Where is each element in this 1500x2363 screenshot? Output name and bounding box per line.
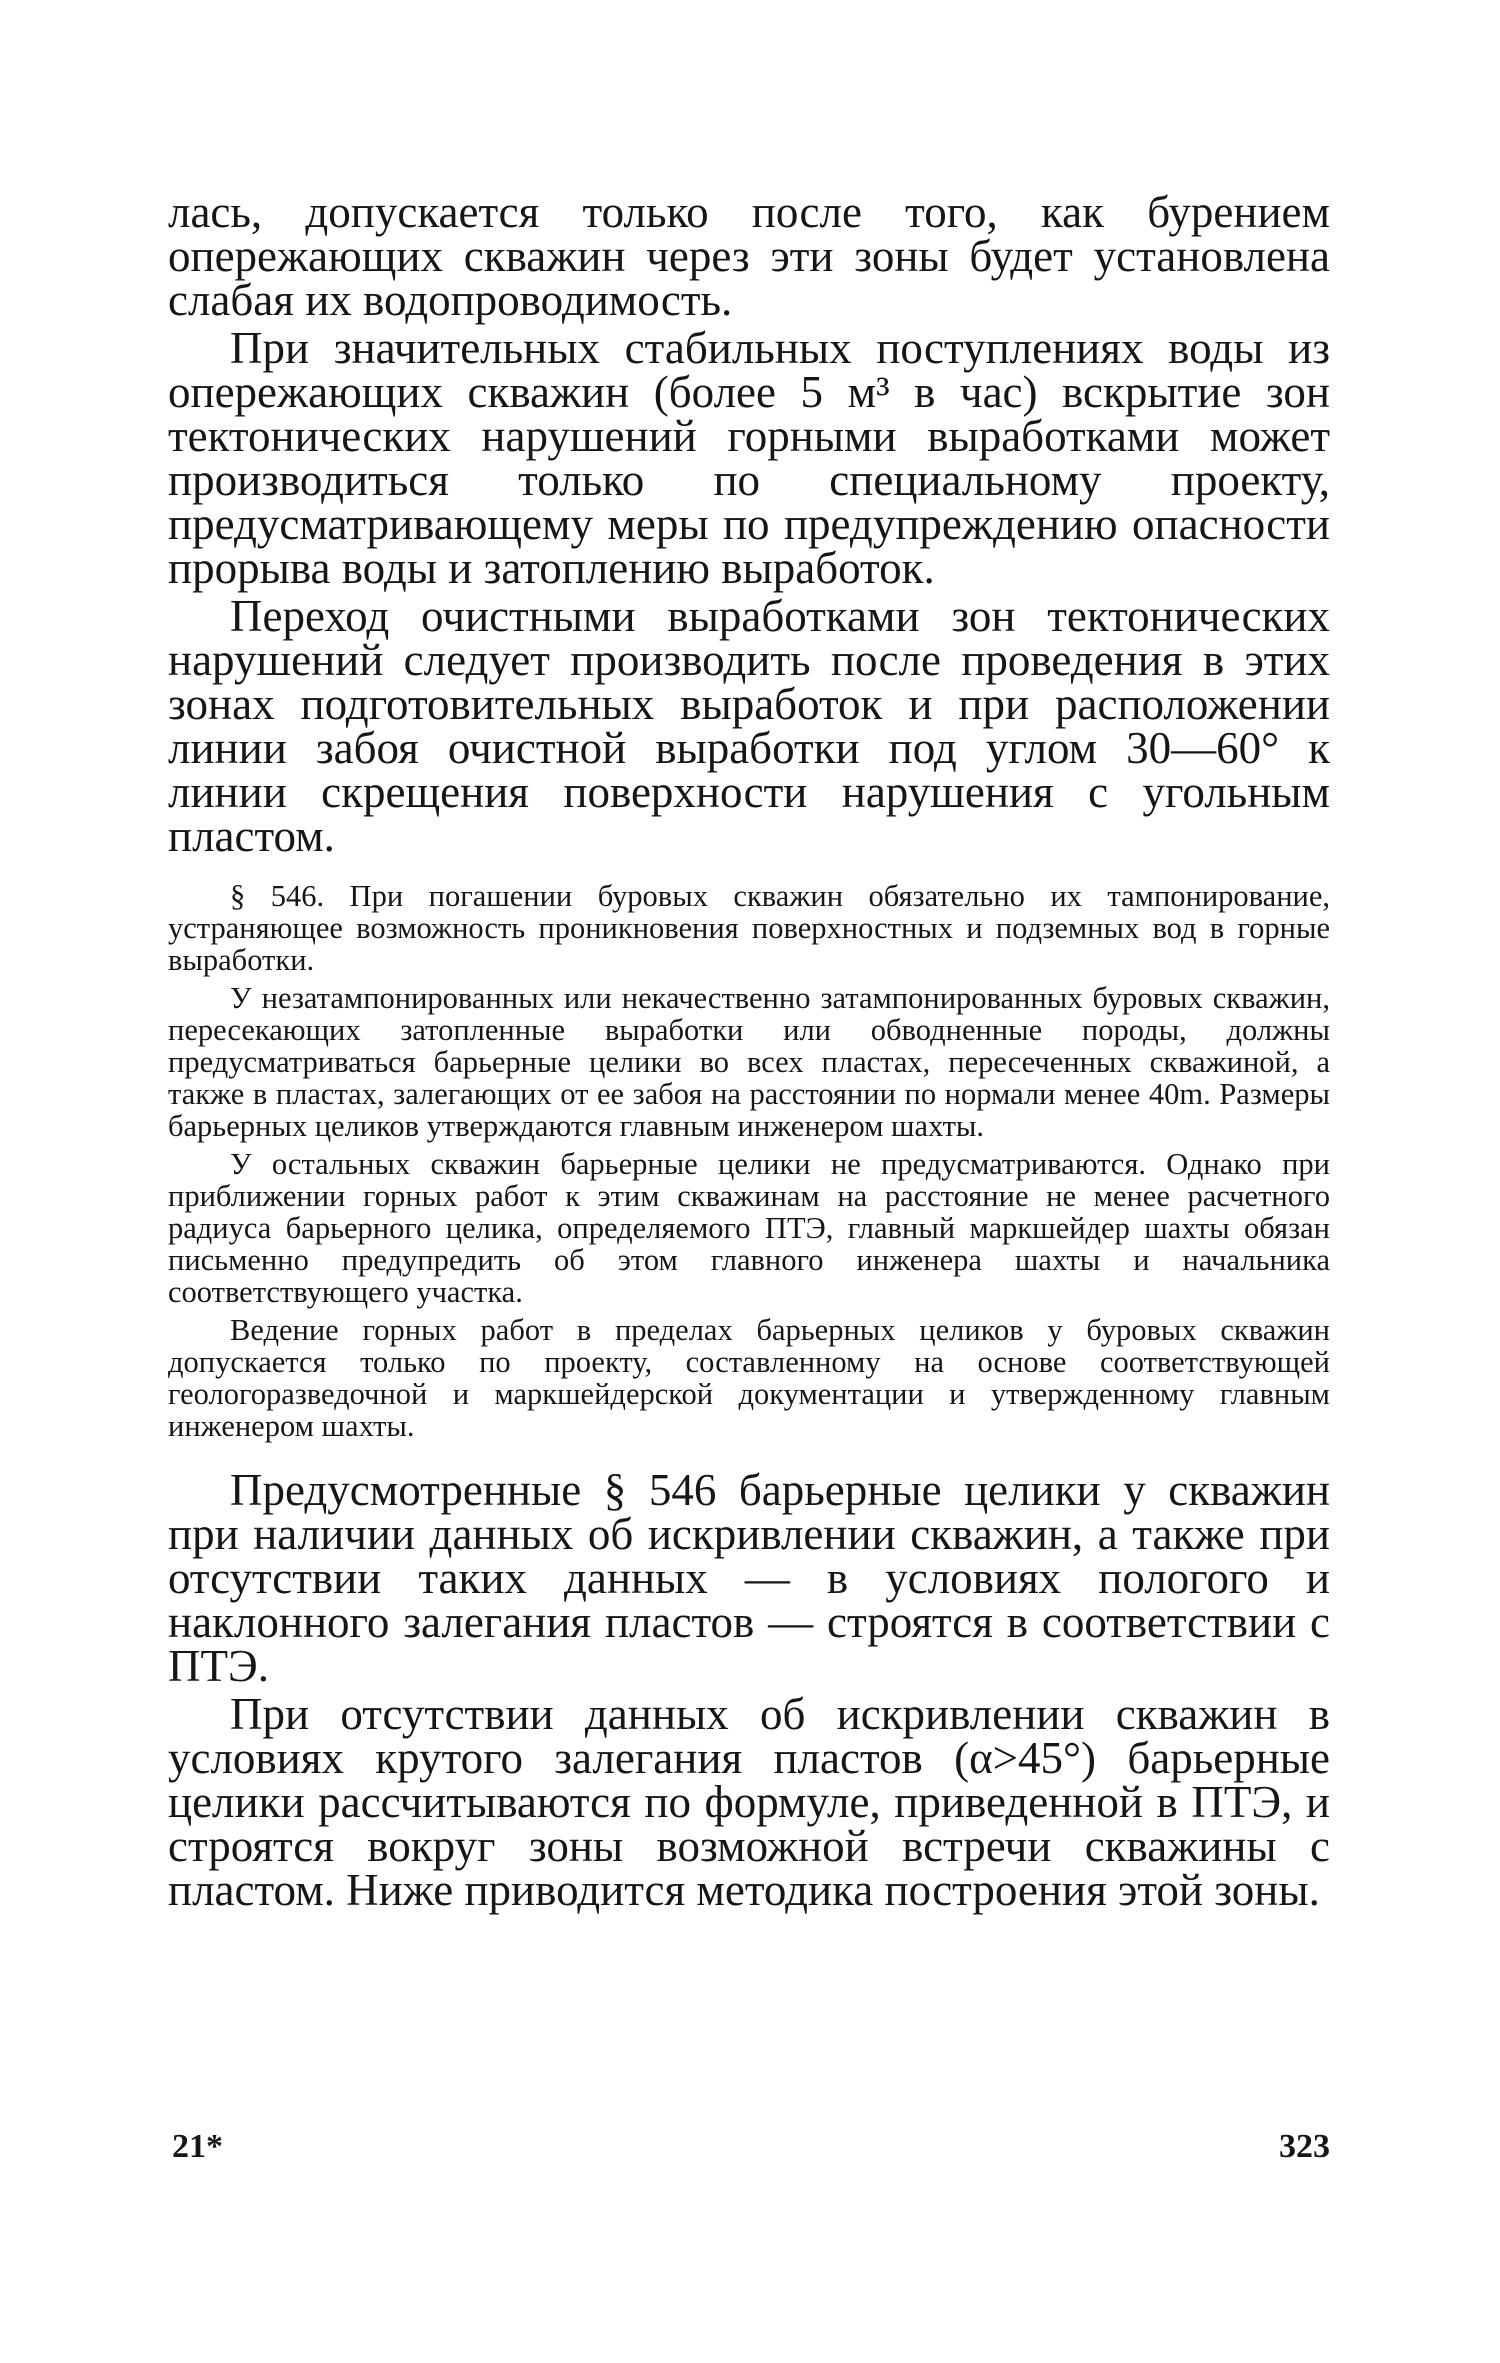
printer-signature: 21* (172, 2128, 223, 2165)
paragraph-tectonic-zones: Переход очистными выработками зон тектонических нарушений следует производить после проведения в этих зонах подготовительных выработок и при расположении линии забоя очистной выработки под углом 30—60° к линии скрещения поверхности нарушения с угольным пластом. (168, 591, 1330, 861)
paragraph-continuation: лась, допускается только после того, как бурением опережающих скважин через эти зоны будет установлена слабая их водопроводимость. (168, 187, 1330, 325)
paragraph-section-546: § 546. При погашении буровых скважин обязательно их тампонирование, устраняющее возможность проникновения поверхностных и подземных вод в горные выработки. (168, 879, 1330, 977)
regulation-excerpt (168, 880, 1330, 1442)
paragraph-mining-works: Ведение горных работ в пределах барьерных целиков у буровых скважин допускается только по проекту, составленному на основе соответствующей геологоразведочной и маркшейдерской документации и утвержденному главным инженером шахты. (168, 1313, 1330, 1443)
page-footer (168, 2128, 1330, 2172)
page-body (168, 187, 1330, 1916)
paragraph-pillars-construction: Предусмотренные § 546 барьерные целики у скважин при наличии данных об искривлении скважин, а также при отсутствии таких данных — в условиях пологого и наклонного залегания пластов — строятся в соответствии с ПТЭ. (168, 1465, 1330, 1691)
paragraph-steep-seams: При отсутствии данных об искривлении скважин в условиях крутого залегания пластов (α>45°) барьерные целики рассчитываются по формуле, приведенной в ПТЭ, и строятся вокруг зоны возможной встречи скважины с пластом. Ниже приводится методика построения этой зоны. (168, 1689, 1330, 1915)
paragraph-barrier-pillars: У незатампонированных или некачественно затампонированных буровых скважин, пересекающих затопленные выработки или обводненные породы, должны предусматриваться барьерные целики во всех пластах, пересеченных скважиной, а также в пластах, залегающих от ее забоя на расстоянии по нормали менее 40m. Размеры барьерных целиков утверждаются главным инженером шахты. (168, 981, 1330, 1143)
paragraph-other-wells: У остальных скважин барьерные целики не предусматриваются. Однако при приближении горных работ к этим скважинам на расстояние не менее расчетного радиуса барьерного целика, определяемого ПТЭ, главный маркшейдер шахты обязан письменно предупредить об этом главного инженера шахты и начальника соответствующего участка. (168, 1147, 1330, 1309)
page-number: 323 (1279, 2128, 1330, 2165)
paragraph-water-inflow: При значительных стабильных поступлениях воды из опережающих скважин (более 5 м³ в час) вскрытие зон тектонических нарушений горными выработками может производиться только по специальному проекту, предусматривающему меры по предупреждению опасности прорыва воды и затоплению выработок. (168, 323, 1330, 593)
